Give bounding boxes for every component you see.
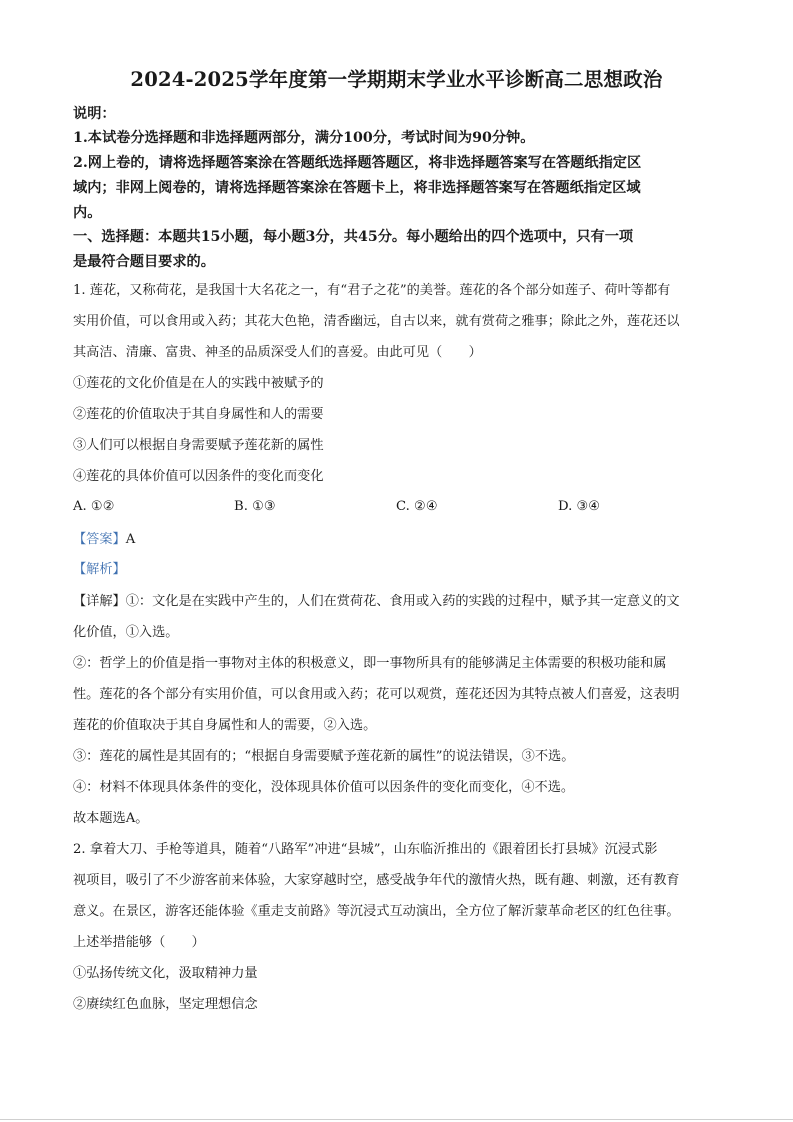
q1-statement-4: ④莲花的具体价值可以因条件的变化而变化	[73, 469, 324, 484]
q1-detail-line-4: 性。莲花的各个部分有实用价值，可以食用或入药；花可以观赏，莲花还因为其特点被人们喜爱，这表明	[73, 687, 680, 702]
instructions-heading: 说明：	[73, 106, 116, 122]
q1-option-c: C. ②④	[396, 499, 438, 514]
q2-stem-line-3: 意义。在景区，游客还能体验《重走支前路》等沉浸式互动演出，全方位了解沂蒙革命老区的红色往事。	[73, 904, 680, 919]
q1-detail-line-3: ②：哲学上的价值是指一事物对主体的积极意义，即一事物所具有的能够满足主体需要的积极功能和属	[73, 656, 667, 671]
answer-label: 【答案】	[73, 532, 126, 547]
q2-stem-line-1: 2. 拿着大刀、手枪等道具，随着“八路军”冲进“县城”，山东临沂推出的《跟着团长打县城》沉浸式影	[73, 842, 658, 857]
q1-statement-3: ③人们可以根据自身需要赋予莲花新的属性	[73, 438, 324, 453]
answer-value: A	[125, 532, 136, 547]
q1-option-d: D. ③④	[558, 499, 601, 514]
q1-detail-line-6: ③：莲花的属性是其固有的；“根据自身需要赋予莲花新的属性”的说法错误，③不选。	[73, 749, 575, 764]
q1-statement-2: ②莲花的价值取决于其自身属性和人的需要	[73, 407, 324, 422]
instruction-item-2-line-3: 内。	[73, 205, 102, 221]
q1-detail-line-5: 莲花的价值取决于其自身属性和人的需要，②入选。	[73, 718, 377, 733]
q1-detail-line-1: 【详解】①：文化是在实践中产生的，人们在赏荷花、食用或入药的实践的过程中，赋予其一定意义的文	[73, 594, 680, 609]
page-bottom-divider	[0, 1119, 793, 1120]
instruction-item-2-line-1: 2.网上卷的，请将选择题答案涂在答题纸选择题答题区，将非选择题答案写在答题纸指定区	[73, 155, 642, 171]
q2-stem-line-2: 视项目，吸引了不少游客前来体验，大家穿越时空，感受战争年代的激情火热，既有趣、刺激，还有教育	[73, 873, 680, 888]
q1-detail-line-7: ④：材料不体现具体条件的变化，没体现具体价值可以因条件的变化而变化，④不选。	[73, 780, 575, 795]
q1-option-b: B. ①③	[234, 499, 276, 514]
section-heading-line-2: 是最符合题目要求的。	[73, 254, 215, 270]
q1-conclusion: 故本题选A。	[73, 811, 149, 826]
page-title: 2024-2025学年度第一学期期末学业水平诊断高二思想政治	[130, 68, 663, 91]
q1-statement-1: ①莲花的文化价值是在人的实践中被赋予的	[73, 376, 324, 391]
analysis-label: 【解析】	[73, 562, 126, 577]
section-heading-line-1: 一、选择题：本题共15小题，每小题3分，共45分。每小题给出的四个选项中，只有一项	[73, 229, 634, 245]
q2-statement-1: ①弘扬传统文化，汲取精神力量	[73, 966, 258, 981]
instruction-item-1: 1.本试卷分选择题和非选择题两部分，满分100分，考试时间为90分钟。	[73, 130, 535, 146]
q2-stem-line-4: 上述举措能够（ ）	[73, 935, 205, 950]
q1-stem-line-3: 其高洁、清廉、富贵、神圣的品质深受人们的喜爱。由此可见（ ）	[73, 345, 482, 360]
q1-answer	[73, 533, 135, 546]
instruction-item-2-line-2: 域内；非网上阅卷的，请将选择题答案涂在答题卡上，将非选择题答案写在答题纸指定区域	[73, 180, 641, 196]
q1-detail-line-2: 化价值，①入选。	[73, 625, 179, 640]
q2-statement-2: ②赓续红色血脉，坚定理想信念	[73, 997, 258, 1012]
q1-stem-line-2: 实用价值，可以食用或入药；其花大色艳，清香幽远，自古以来，就有赏荷之雅事；除此之外，莲花还以	[73, 314, 680, 329]
q1-option-a: A. ①②	[73, 499, 115, 514]
q1-stem-line-1: 1. 莲花，又称荷花，是我国十大名花之一，有“君子之花”的美誉。莲花的各个部分如莲子、荷叶等都有	[73, 283, 671, 298]
